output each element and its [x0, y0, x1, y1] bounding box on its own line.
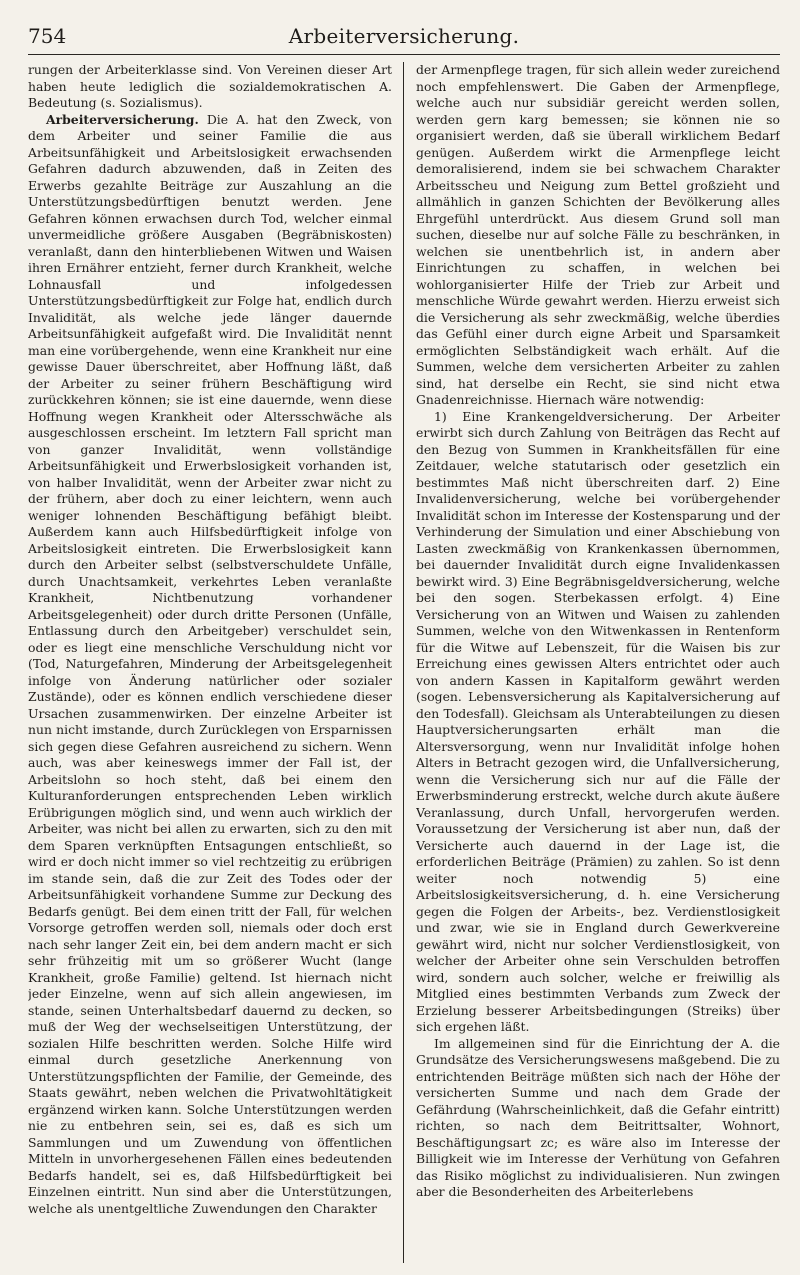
paragraph-principles: Im allgemeinen sind für die Einrichtung der A. die Grundsätze des Versicherungswesens maßgebend. Die zu entrichtenden Beiträge müßten sich nach der Höhe der versicherten Summe und nach dem Grade der Gefährdung (Wahrscheinlichkeit, daß die Gefahr eintritt) richten, so nach dem Beitrittsalter, Wohnort, Beschäftigungsart zc; es wäre also im Interesse der Billigkeit wie im Interesse der Verhütung von Gefahren das Risiko möglichst zu individualisieren. Nun zwingen aber die Besonderheiten des Arbeiterlebens — [416, 1035, 780, 1199]
text-columns — [28, 62, 780, 1263]
dictionary-page — [28, 18, 780, 1263]
page-header — [28, 18, 780, 55]
entry-paragraph — [28, 112, 392, 1218]
paragraph-insurance-types: 1) Eine Krankengeldversicherung. Der Arbeiter erwirbt sich durch Zahlung von Beiträgen das Recht auf den Bezug von Summen in Krankheitsfällen für eine Zeitdauer, welche statutarisch oder gesetzlich ein bestimmtes Maß nicht überschreiten darf. 2) Eine Invalidenversicherung, welche bei vorübergehender Invalidität schon im Interesse der Kostensparung und der Verhinderung der Simulation und einer Abschiebung von Lasten zweckmäßig von Krankenkassen übernommen, bei dauernder Invalidität durch eigne Invalidenkassen bewirkt wird. 3) Eine Begräbnisgeldversicherung, welche bei den sogen. Sterbekassen erfolgt. 4) Eine Versicherung von an Witwen und Waisen zu zahlenden Summen, welche von den Witwenkassen in Rentenform für die Witwe auf Lebenszeit, für die Waisen bis zur Erreichung eines gewissen Alters entrichtet oder auch von andern Kassen in Kapitalform gewährt werden (sogen. Lebensversicherung als Kapitalversicherung auf den Todesfall). Gleichsam als Unterabteilungen zu diesen Hauptversicherungsarten erhält man die Altersversorgung, wenn nur Invalidität infolge hohen Alters in Betracht gezogen wird, die Unfallversicherung, wenn die Versicherung sich nur auf die Fälle der Erwerbsminderung erstreckt, welche durch akute äußere Veranlassung, durch Unfall, hervorgerufen werden. Voraussetzung der Versicherung ist aber nun, daß der Versicherte auch dauernd in der Lage ist, die erforderlichen Beiträge (Prämien) zu zahlen. So ist denn weiter noch notwendig 5) eine Arbeitslosigkeitsversicherung, d. h. eine Versicherung gegen die Folgen der Arbeits-, bez. Verdienstlosigkeit und zwar, wie sie in England durch Gewerkvereine gewährt wird, nicht nur solcher Verdienstlosigkeit, von welcher der Arbeiter ohne sein Verschulden betroffen wird, sondern auch solcher, welche er freiwillig als Mitglied eines bestimmten Verbands zum Zweck der Erzielung besserer Arbeitsbedingungen (Streiks) über sich ergehen läßt. — [416, 408, 780, 1034]
right-column — [416, 62, 780, 1263]
page-number: 754 — [28, 24, 67, 48]
left-column — [28, 62, 392, 1263]
paragraph-continuation: rungen der Arbeiterklasse sind. Von Vereinen dieser Art haben heute lediglich die sozialdemokratischen A. Bedeutung (s. Sozialismus). — [28, 62, 392, 110]
paragraph-continuation: der Armenpflege tragen, für sich allein weder zureichend noch empfehlenswert. Die Gaben der Armenpflege, welche auch nur subsidiär gereicht werden sollen, werden gern karg bemessen; sie können nie so organisiert werden, daß sie überall wirklichem Bedarf genügen. Außerdem wirkt die Armenpflege leicht demoralisierend, indem sie bei schwachem Charakter Arbeitsscheu und Neigung zum Bettel großzieht und allmählich in ganzen Schichten der Bevölkerung alles Ehrgefühl unterdrückt. Aus diesem Grund soll man suchen, dieselbe nur auf solche Fälle zu beschränken, in welchen sie unentbehrlich ist, in andern aber Einrichtungen zu schaffen, in welchen bei wohlorganisierter Hilfe der Trieb zur Arbeit und menschliche Würde gewahrt werden. Hierzu erweist sich die Versicherung als sehr zweckmäßig, welche überdies das Gefühl einer durch eigne Arbeit und Sparsamkeit ermöglichten Selbständigkeit wach erhält. Auf die Summen, welche dem versicherten Arbeiter zu zahlen sind, hat derselbe ein Recht, sie sind nicht etwa Gnadenreichnisse. Hiernach wäre notwendig: — [416, 62, 780, 407]
column-divider — [403, 62, 404, 1263]
entry-body: Die A. hat den Zweck, von dem Arbeiter und seiner Familie die aus Arbeitsunfähigkeit und Arbeitslosigkeit erwachsenden Gefahren dadurch abzuwenden, daß in Zeiten des Erwerbs gezahlte Beiträge zur Auszahlung an die Unterstützungsbedürftigen benutzt werden. Jene Gefahren können erwachsen durch Tod, welcher einmal unvermeidliche größere Ausgaben (Begräbniskosten) veranlaßt, dann den hinterbliebenen Witwen und Waisen ihren Ernährer entzieht, ferner durch Krankheit, welche Lohnausfall und infolgedessen Unterstützungsbedürftigkeit zur Folge hat, endlich durch Invalidität, als welche jede länger dauernde Arbeitsunfähigkeit aufgefaßt wird. Die Invalidität nennt man eine vorübergehende, wenn eine Krankheit nur eine gewisse Dauer überschreitet, aber Hoffnung läßt, daß der Arbeiter zu seiner frühern Beschäftigung wird zurückkehren können; sie ist eine dauernde, wenn diese Hoffnung wegen Krankheit oder Altersschwäche als ausgeschlossen erscheint. Im letztern Fall spricht man von ganzer Invalidität, wenn vollständige Arbeitsunfähigkeit und Erwerbslosigkeit vorhanden ist, von halber Invalidität, wenn der Arbeiter zwar nicht zu der frühern, aber doch zu einer leichtern, wenn auch weniger lohnenden Beschäftigung befähigt bleibt. Außerdem kann auch Hilfsbedürftigkeit infolge von Arbeitslosigkeit eintreten. Die Erwerbslosigkeit kann durch den Arbeiter selbst (selbstverschuldete Unfälle, durch Unachtsamkeit, verkehrtes Leben veranlaßte Krankheit, Nichtbenutzung vorhandener Arbeitsgelegenheit) oder durch dritte Personen (Unfälle, Entlassung durch den Arbeitgeber) verschuldet sein, oder es liegt eine menschliche Verschuldung nicht vor (Tod, Naturgefahren, Minderung der Arbeitsgelegenheit infolge von Änderung natürlicher oder sozialer Zustände), oder es können endlich verschiedene dieser Ursachen zusammenwirken. Der einzelne Arbeiter ist nun nicht imstande, durch Zurücklegen von Ersparnissen sich gegen diese Gefahren ausreichend zu sichern. Wenn auch, was aber keineswegs immer der Fall ist, der Arbeitslohn so hoch steht, daß bei einem den Kulturanforderungen entsprechenden Leben wirklich Erübrigungen möglich sind, und wenn auch wirklich der Arbeiter, was nicht bei allen zu erwarten, sich zu den mit dem Sparen verknüpften Entsagungen entschließt, so wird er doch nicht immer so viel rechtzeitig zu erübrigen im stande sein, daß die zur Zeit des Todes oder der Arbeitsunfähigkeit vorhandene Summe zur Deckung des Bedarfs genügt. Bei dem einen tritt der Fall, für welchen Vorsorge getroffen werden soll, niemals oder doch erst nach sehr langer Zeit ein, bei dem andern macht er sich sehr frühzeitig mit um so größerer Wucht (lange Krankheit, große Familie) geltend. Ist hiernach nicht jeder Einzelne, wenn auf sich allein angewiesen, im stande, seinen Unterhaltsbedarf dauernd zu decken, so muß der Weg der wechselseitigen Unterstützung, der sozialen Hilfe beschritten werden. Solche Hilfe wird einmal durch gesetzliche Anerkennung von Unterstützungspflichten der Familie, der Gemeinde, des Staats gewährt, neben welchen die Privatwohltätigkeit ergänzend wirken kann. Solche Unterstützungen werden nie zu entbehren sein, sei es, daß es sich um Sammlungen und um Zuwendung von öffentlichen Mitteln in unvorhergesehenen Fällen eines bedeutenden Bedarfs handelt, sei es, daß Hilfsbedürftigkeit bei Einzelnen eintritt. Nun sind aber die Unterstützungen, welche als unentgeltliche Zuwendungen den Charakter — [28, 111, 392, 1216]
running-head: Arbeiterversicherung. — [288, 24, 520, 48]
entry-headword: Arbeiterversicherung. — [46, 111, 199, 127]
